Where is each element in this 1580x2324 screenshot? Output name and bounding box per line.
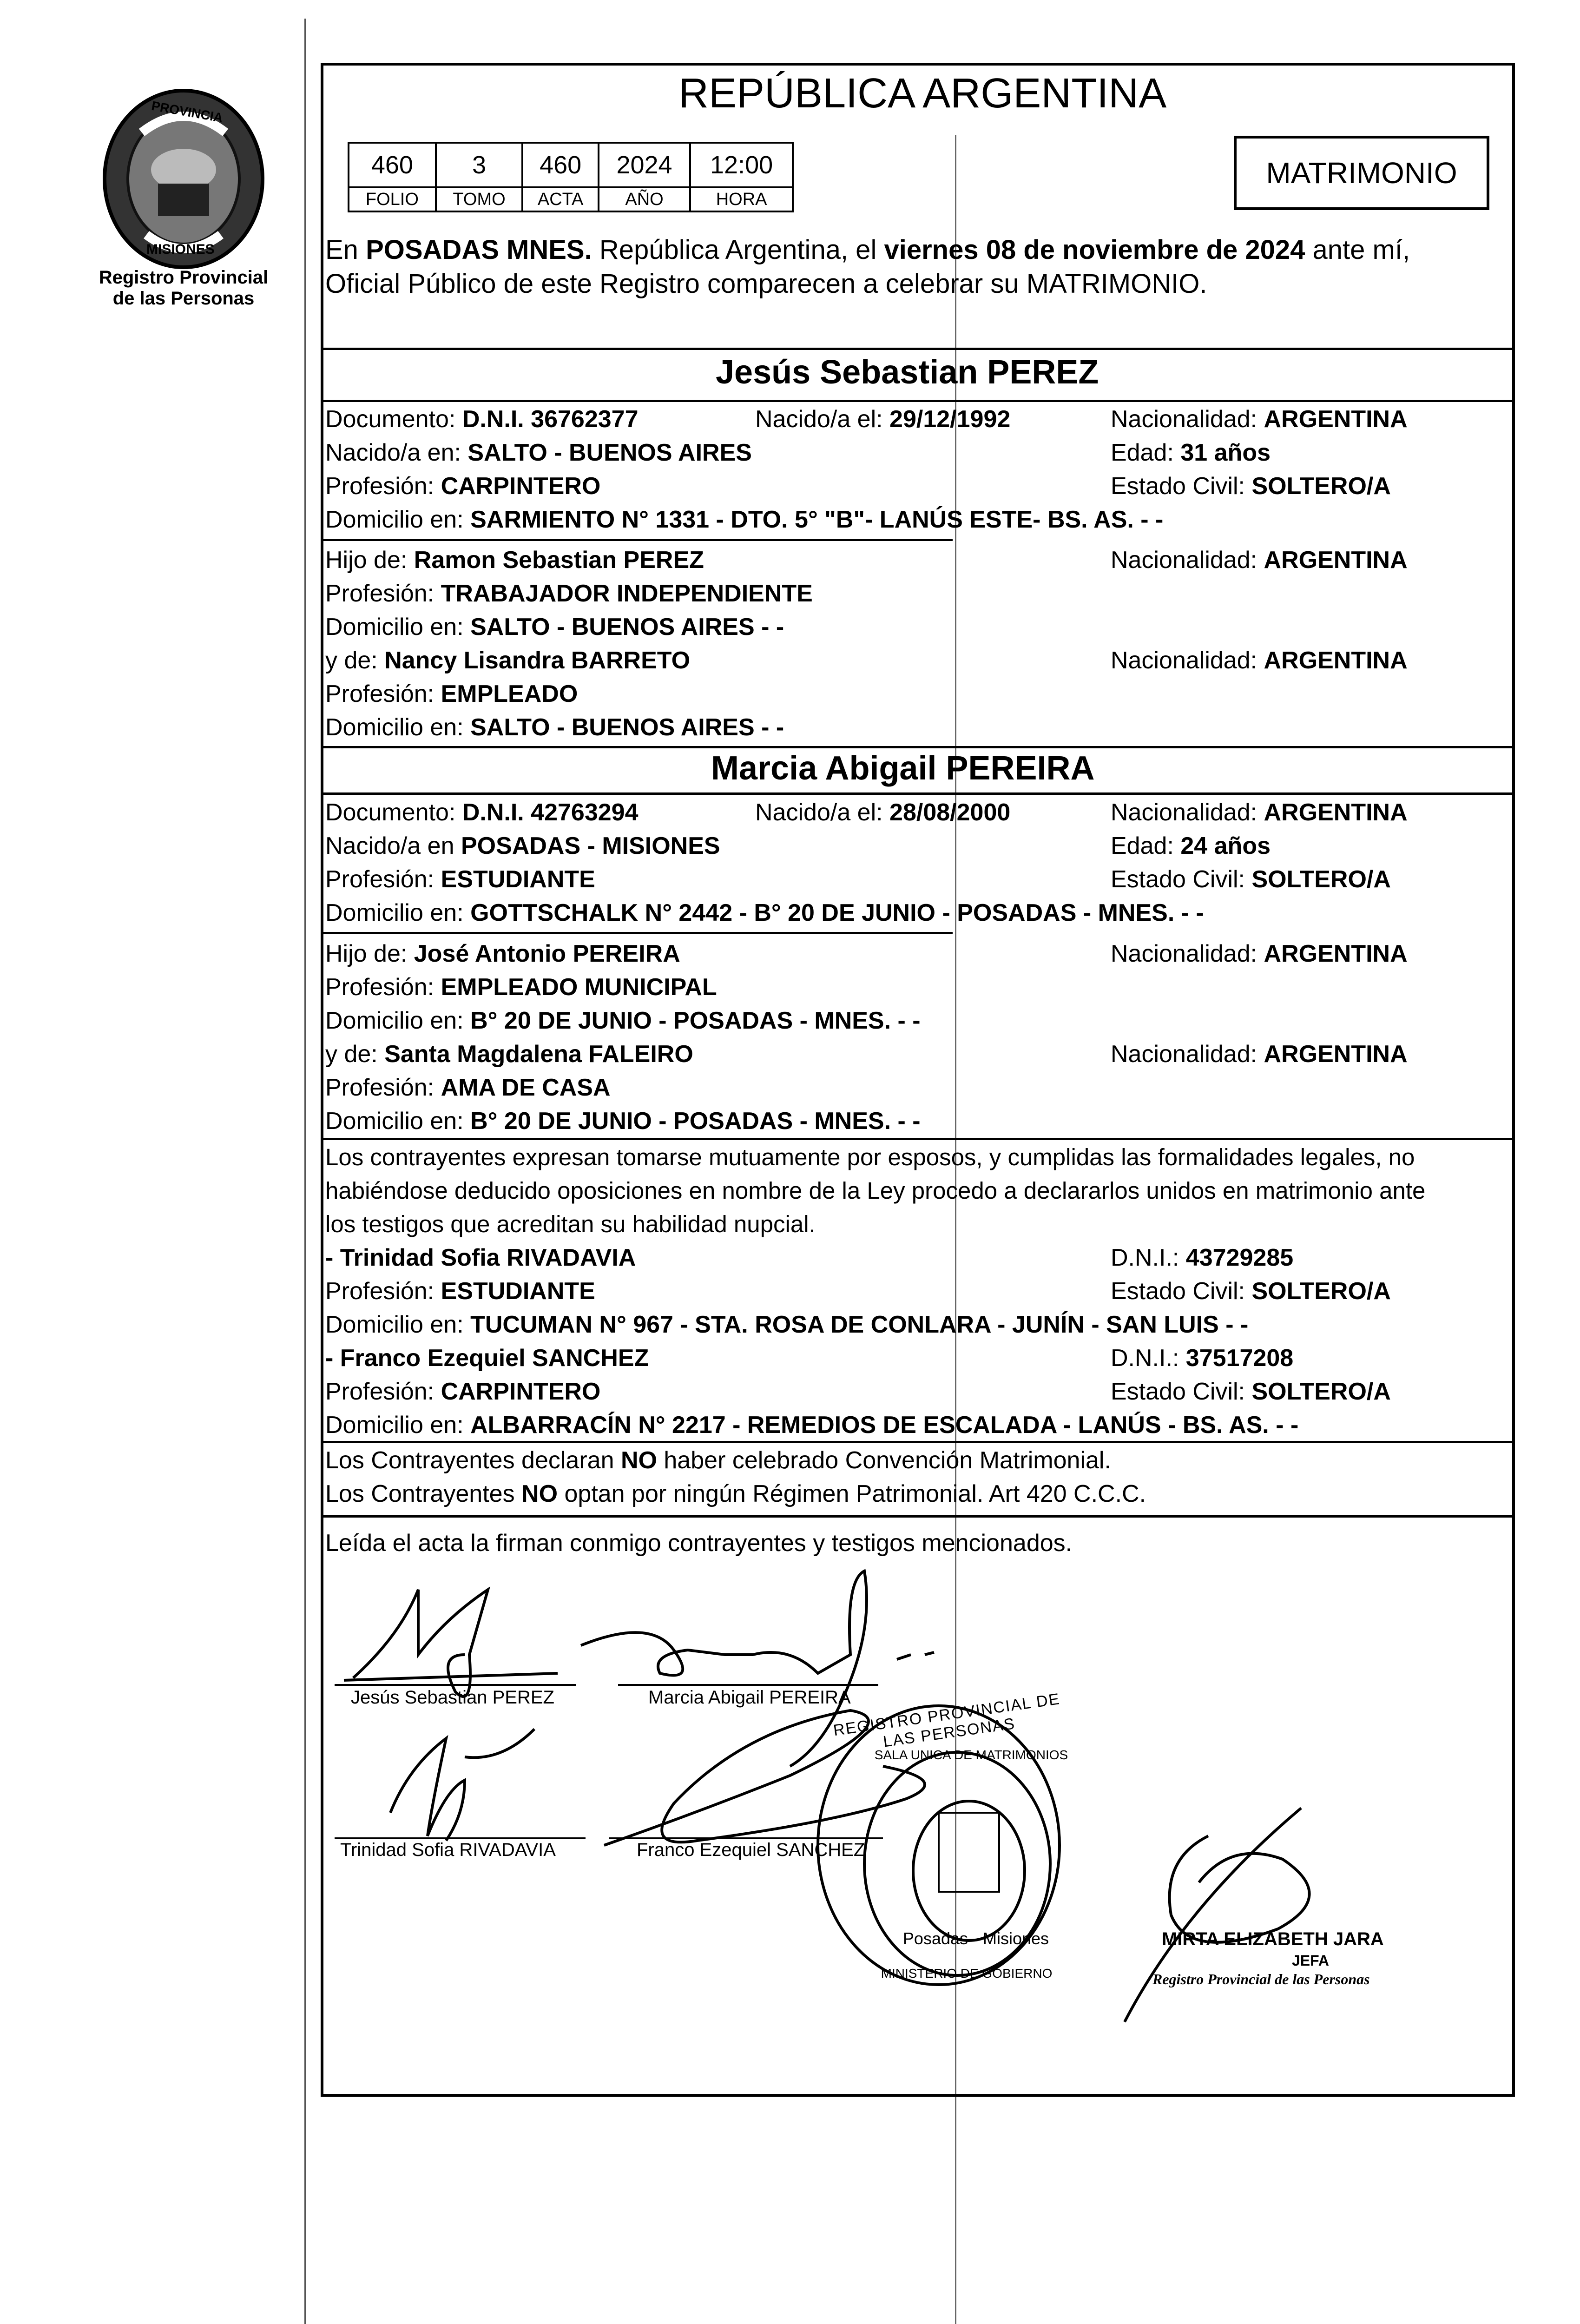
year-value: 2024 — [599, 143, 690, 187]
field-label: Domicilio en: — [325, 1311, 471, 1338]
witness1-profession — [325, 1277, 595, 1305]
field-value: SOLTERO/A — [1251, 1378, 1391, 1405]
convention-line-2 — [325, 1480, 1146, 1508]
acta-value: 460 — [522, 143, 599, 187]
logo-caption-1: Registro Provincial — [99, 267, 269, 288]
field-value: José Antonio PEREIRA — [414, 940, 680, 967]
field-value: SALTO - BUENOS AIRES - - — [470, 614, 784, 640]
frame-left — [321, 63, 323, 2096]
left-margin-line — [304, 19, 306, 2324]
closing-statement: Leída el acta la firman conmigo contrayentes y testigos mencionados. — [325, 1530, 1073, 1557]
field-label: Documento: — [325, 799, 462, 826]
spouse1-father — [325, 546, 704, 574]
frame-bottom — [321, 2094, 1515, 2097]
spouse2-mother — [325, 1040, 693, 1068]
field-value: EMPLEADO MUNICIPAL — [441, 974, 717, 1001]
witness2-civil-status — [1111, 1378, 1391, 1406]
field-label: Domicilio en: — [325, 506, 471, 533]
field-label: Estado Civil: — [1111, 866, 1252, 893]
field-value: ARGENTINA — [1264, 547, 1408, 574]
frame-top — [321, 63, 1515, 66]
field-label: Profesión: — [325, 580, 441, 607]
field-value: D.N.I. 42763294 — [462, 799, 639, 826]
field-label: Nacionalidad: — [1111, 406, 1264, 433]
field-label: Estado Civil: — [1111, 473, 1252, 500]
field-label: Profesión: — [325, 1278, 441, 1305]
divider — [321, 539, 953, 541]
field-label: Nacionalidad: — [1111, 1041, 1264, 1068]
field-value: AMA DE CASA — [441, 1074, 611, 1101]
witness1-name: - Trinidad Sofia RIVADAVIA — [325, 1244, 636, 1271]
spouse1-nationality — [1111, 405, 1408, 433]
field-label: Hijo de: — [325, 547, 414, 574]
field-value: 31 años — [1180, 439, 1271, 466]
divider — [321, 746, 1515, 748]
folio-label: FOLIO — [349, 187, 436, 211]
spouse1-address — [325, 506, 1163, 534]
field-value: ARGENTINA — [1264, 799, 1408, 826]
field-value: SALTO - BUENOS AIRES - - — [470, 714, 784, 741]
intro-text: ante mí, — [1305, 235, 1410, 265]
spouse2-document — [325, 799, 639, 826]
spouse2-father-address — [325, 1007, 921, 1035]
act-type-box — [1234, 136, 1489, 210]
field-value: 24 años — [1180, 832, 1271, 859]
witness1-address — [325, 1311, 1248, 1339]
acta-label: ACTA — [522, 187, 599, 211]
spouse2-born — [755, 799, 1010, 826]
field-value: Santa Magdalena FALEIRO — [384, 1041, 693, 1068]
field-value: 28/08/2000 — [889, 799, 1011, 826]
field-label: Profesión: — [325, 1378, 441, 1405]
field-value: TUCUMAN N° 967 - STA. ROSA DE CONLARA - JUNÍN - SAN LUIS - - — [470, 1311, 1249, 1338]
convention-text: Los Contrayentes — [325, 1480, 522, 1507]
signature-label-spouse1: Jesús Sebastian PEREZ — [351, 1687, 554, 1708]
field-label: Nacionalidad: — [1111, 940, 1264, 967]
field-value: ESTUDIANTE — [441, 866, 595, 893]
stamp-city-text: Posadas - Misiones — [902, 1929, 1049, 1948]
registry-logo — [86, 81, 281, 314]
field-label: D.N.I.: — [1111, 1345, 1186, 1372]
divider — [321, 348, 1515, 350]
convention-negation: NO — [521, 1480, 558, 1507]
field-value: Nancy Lisandra BARRETO — [384, 647, 691, 674]
field-value: SOLTERO/A — [1251, 866, 1391, 893]
spouse2-name: Marcia Abigail PEREIRA — [711, 750, 1095, 787]
divider — [321, 792, 1515, 795]
field-value: SARMIENTO N° 1331 - DTO. 5° "B"- LANÚS ESTE- BS. AS. - - — [470, 506, 1164, 533]
spouse1-mother-nationality — [1111, 647, 1408, 674]
spouse1-age — [1111, 439, 1271, 467]
convention-text: optan por ningún Régimen Patrimonial. Art 420 C.C.C. — [558, 1480, 1146, 1507]
spouse1-father-profession — [325, 580, 813, 607]
witness2-address — [325, 1411, 1298, 1439]
field-label: Domicilio en: — [325, 1412, 471, 1439]
intro-line-1 — [325, 235, 1410, 265]
spouse1-father-nationality — [1111, 546, 1408, 574]
signature-trinidad — [390, 1729, 534, 1841]
spouse2-nationality — [1111, 799, 1408, 826]
witness2-dni — [1111, 1344, 1293, 1372]
field-label: Profesión: — [325, 680, 441, 707]
field-label: Nacionalidad: — [1111, 647, 1264, 674]
witness2-profession — [325, 1378, 600, 1406]
field-value: POSADAS - MISIONES — [461, 832, 720, 859]
field-value: D.N.I. 36762377 — [462, 406, 639, 433]
fold-line — [955, 135, 956, 2324]
folio-value: 460 — [349, 143, 436, 187]
field-value: SALTO - BUENOS AIRES — [467, 439, 752, 466]
official-name: MIRTA ELIZABETH JARA — [1162, 1929, 1384, 1949]
field-label: Profesión: — [325, 974, 441, 1001]
intro-date: viernes 08 de noviembre de 2024 — [884, 235, 1305, 265]
intro-text: República Argentina, el — [592, 235, 884, 265]
field-label: Nacido/a el: — [755, 406, 890, 433]
field-value: SOLTERO/A — [1251, 1278, 1391, 1305]
field-label: Documento: — [325, 406, 462, 433]
field-value: CARPINTERO — [441, 1378, 601, 1405]
spouse2-age — [1111, 832, 1271, 860]
tomo-value: 3 — [436, 143, 523, 187]
field-value: GOTTSCHALK N° 2442 - B° 20 DE JUNIO - POSADAS - MNES. - - — [470, 899, 1204, 926]
field-value: EMPLEADO — [441, 680, 578, 707]
logo-caption-2: de las Personas — [112, 288, 255, 309]
spouse2-mother-address — [325, 1107, 921, 1135]
field-value: B° 20 DE JUNIO - POSADAS - MNES. - - — [470, 1108, 921, 1135]
spouse1-birthplace — [325, 439, 752, 467]
intro-line-2: Oficial Público de este Registro comparecen a celebrar su MATRIMONIO. — [325, 269, 1207, 299]
logo-bottom-text: MISIONES — [146, 242, 215, 257]
field-label: y de: — [325, 1041, 385, 1068]
stamp-ministry-text: MINISTERIO DE GOBIERNO — [881, 1966, 1053, 1981]
field-label: Estado Civil: — [1111, 1278, 1252, 1305]
registry-table — [348, 142, 794, 212]
spouse1-name: Jesús Sebastian PEREZ — [716, 354, 1099, 391]
field-value: B° 20 DE JUNIO - POSADAS - MNES. - - — [470, 1007, 921, 1034]
field-label: Nacionalidad: — [1111, 799, 1264, 826]
field-label: Hijo de: — [325, 940, 414, 967]
field-value: ALBARRACÍN N° 2217 - REMEDIOS DE ESCALADA - LANÚS - BS. AS. - - — [470, 1412, 1299, 1439]
declaration-line-3: los testigos que acreditan su habilidad nupcial. — [325, 1211, 816, 1237]
field-label: Profesión: — [325, 473, 441, 500]
field-value: ARGENTINA — [1264, 940, 1408, 967]
signature-label-spouse2: Marcia Abigail PEREIRA — [648, 1687, 851, 1708]
field-label: D.N.I.: — [1111, 1244, 1186, 1271]
spouse2-mother-nationality — [1111, 1040, 1408, 1068]
field-label: Edad: — [1111, 832, 1181, 859]
divider — [321, 1138, 1515, 1140]
official-office: Registro Provincial de las Personas — [1152, 1971, 1370, 1987]
spouse1-born — [755, 405, 1010, 433]
spouse2-civil-status — [1111, 865, 1391, 893]
field-value: 29/12/1992 — [889, 406, 1011, 433]
spouse2-father-profession — [325, 973, 717, 1001]
tomo-label: TOMO — [436, 187, 523, 211]
spouse2-mother-profession — [325, 1074, 611, 1102]
field-label: Nacionalidad: — [1111, 547, 1264, 574]
field-label: Profesión: — [325, 866, 441, 893]
convention-text: haber celebrado Convención Matrimonial. — [657, 1447, 1111, 1474]
field-label: Domicilio en: — [325, 1108, 471, 1135]
declaration-line-1: Los contrayentes expresan tomarse mutuamente por esposos, y cumplidas las formalidades legales, no — [325, 1144, 1415, 1170]
field-value: TRABAJADOR INDEPENDIENTE — [441, 580, 813, 607]
spouse1-civil-status — [1111, 472, 1391, 500]
spouse1-mother-profession — [325, 680, 578, 708]
intro-city: POSADAS MNES. — [366, 235, 592, 265]
frame-right — [1512, 63, 1515, 2096]
hour-value: 12:00 — [690, 143, 793, 187]
field-value: 37517208 — [1185, 1345, 1294, 1372]
field-label: Profesión: — [325, 1074, 441, 1101]
spouse1-father-address — [325, 613, 784, 641]
field-label: Domicilio en: — [325, 614, 471, 640]
spouse2-father — [325, 940, 680, 968]
country-heading: REPÚBLICA ARGENTINA — [678, 70, 1167, 117]
spouse2-profession — [325, 865, 595, 893]
spouse1-mother-address — [325, 713, 784, 741]
field-label: Domicilio en: — [325, 1007, 471, 1034]
field-label: Domicilio en: — [325, 899, 471, 926]
witness1-dni — [1111, 1244, 1293, 1272]
witness1-civil-status — [1111, 1277, 1391, 1305]
convention-negation: NO — [620, 1447, 657, 1474]
spouse2-father-nationality — [1111, 940, 1408, 968]
field-label: Estado Civil: — [1111, 1378, 1252, 1405]
field-value: Ramon Sebastian PEREZ — [414, 547, 704, 574]
field-label: Nacido/a en — [325, 832, 461, 859]
official-title: JEFA — [1292, 1952, 1330, 1969]
field-value: ARGENTINA — [1264, 406, 1408, 433]
divider — [321, 1441, 1515, 1443]
spouse2-birthplace — [325, 832, 720, 860]
hour-label: HORA — [690, 187, 793, 211]
field-label: Nacido/a el: — [755, 799, 890, 826]
logo-top-text: PROVINCIA — [150, 98, 224, 125]
field-label: y de: — [325, 647, 385, 674]
stamp-outer-text: REGISTRO PROVINCIAL DE LAS PERSONAS — [832, 1690, 1061, 1751]
stamp-inner-text: SALA UNICA DE MATRIMONIOS — [874, 1748, 1068, 1762]
divider — [321, 932, 953, 934]
convention-text: Los Contrayentes declaran — [325, 1447, 621, 1474]
field-value: SOLTERO/A — [1251, 473, 1391, 500]
field-value: ARGENTINA — [1264, 647, 1408, 674]
spouse1-profession — [325, 472, 600, 500]
field-value: ESTUDIANTE — [441, 1278, 595, 1305]
divider — [321, 1515, 1515, 1518]
declaration-line-2: habiéndose deducido oposiciones en nombre de la Ley procedo a declararlos unidos en matrimonio ante — [325, 1177, 1426, 1204]
signature-jesus — [344, 1590, 558, 1697]
spouse2-address — [325, 899, 1204, 927]
spouse1-document — [325, 405, 639, 433]
act-type-label: MATRIMONIO — [1266, 156, 1457, 190]
official-signature — [1125, 1808, 1310, 2022]
field-value: CARPINTERO — [441, 473, 601, 500]
field-value: 43729285 — [1185, 1244, 1294, 1271]
field-label: Nacido/a en: — [325, 439, 468, 466]
signature-label-witness2: Franco Ezequiel SANCHEZ — [637, 1840, 865, 1860]
witness2-name: - Franco Ezequiel SANCHEZ — [325, 1345, 649, 1372]
convention-line-1 — [325, 1446, 1111, 1474]
field-label: Edad: — [1111, 439, 1181, 466]
field-label: Domicilio en: — [325, 714, 471, 741]
signature-label-witness1: Trinidad Sofia RIVADAVIA — [340, 1840, 556, 1860]
field-value: ARGENTINA — [1264, 1041, 1408, 1068]
divider — [321, 400, 1515, 402]
spouse1-mother — [325, 647, 690, 674]
intro-text: En — [325, 235, 366, 265]
year-label: AÑO — [599, 187, 690, 211]
